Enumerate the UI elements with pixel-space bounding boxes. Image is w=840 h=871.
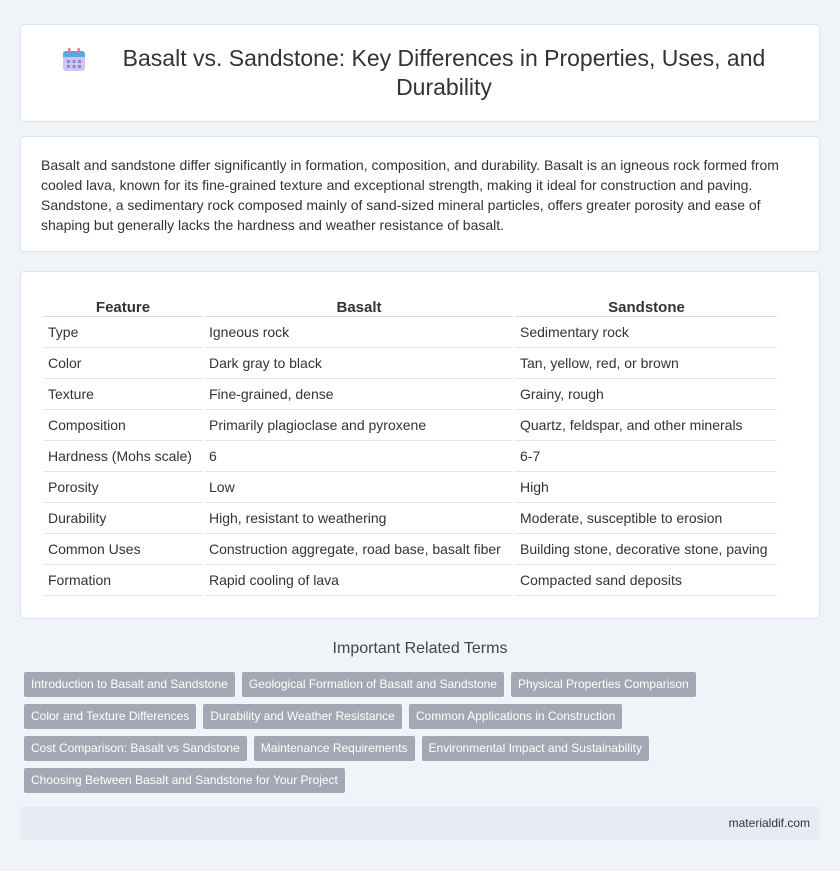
cell-feature: Color bbox=[44, 348, 202, 379]
related-term-link[interactable]: Color and Texture Differences bbox=[24, 704, 196, 729]
table-row bbox=[44, 472, 777, 503]
related-term-link[interactable]: Common Applications in Construction bbox=[409, 704, 622, 729]
related-term-link[interactable]: Environmental Impact and Sustainability bbox=[422, 736, 649, 761]
comparison-card bbox=[20, 271, 820, 619]
footer-site-link[interactable]: materialdif.com bbox=[728, 816, 810, 830]
cell-feature: Durability bbox=[44, 503, 202, 534]
cell-basalt: Primarily plagioclase and pyroxene bbox=[205, 410, 513, 441]
table-row bbox=[44, 348, 777, 379]
cell-sandstone: Tan, yellow, red, or brown bbox=[516, 348, 777, 379]
related-term-link[interactable]: Cost Comparison: Basalt vs Sandstone bbox=[24, 736, 247, 761]
related-term-link[interactable]: Geological Formation of Basalt and Sandstone bbox=[242, 672, 504, 697]
comparison-table bbox=[41, 296, 780, 596]
cell-sandstone: Compacted sand deposits bbox=[516, 565, 777, 596]
cell-feature: Hardness (Mohs scale) bbox=[44, 441, 202, 472]
cell-sandstone: Moderate, susceptible to erosion bbox=[516, 503, 777, 534]
table-row bbox=[44, 534, 777, 565]
cell-feature: Texture bbox=[44, 379, 202, 410]
cell-sandstone: Quartz, feldspar, and other minerals bbox=[516, 410, 777, 441]
cell-sandstone: Sedimentary rock bbox=[516, 317, 777, 348]
cell-sandstone: 6-7 bbox=[516, 441, 777, 472]
cell-basalt: High, resistant to weathering bbox=[205, 503, 513, 534]
cell-basalt: Rapid cooling of lava bbox=[205, 565, 513, 596]
cell-feature: Common Uses bbox=[44, 534, 202, 565]
cell-sandstone: Grainy, rough bbox=[516, 379, 777, 410]
cell-feature: Porosity bbox=[44, 472, 202, 503]
footer-bar bbox=[20, 807, 820, 840]
header-feature: Feature bbox=[44, 296, 202, 317]
page-title: Basalt vs. Sandstone: Key Differences in Properties, Uses, and Durability bbox=[122, 45, 766, 100]
intro-paragraph: Basalt and sandstone differ significantly in formation, composition, and durability. Basalt is an igneous rock formed from cooled lava, known for its fine-grained texture and exceptional strength, making it ideal for construction and paving. Sandstone, a sedimentary rock composed mainly of sand-sized mineral particles, offers greater porosity and ease of shaping but generally lacks the hardness and weather resistance of basalt. bbox=[41, 157, 779, 233]
related-term-link[interactable]: Maintenance Requirements bbox=[254, 736, 415, 761]
related-term-link[interactable]: Physical Properties Comparison bbox=[511, 672, 696, 697]
related-term-link[interactable]: Introduction to Basalt and Sandstone bbox=[24, 672, 235, 697]
cell-feature: Composition bbox=[44, 410, 202, 441]
cell-basalt: 6 bbox=[205, 441, 513, 472]
cell-basalt: Fine-grained, dense bbox=[205, 379, 513, 410]
intro-card bbox=[20, 136, 820, 252]
table-header-row bbox=[44, 296, 777, 317]
table-row bbox=[44, 565, 777, 596]
cell-basalt: Construction aggregate, road base, basalt fiber bbox=[205, 534, 513, 565]
related-term-link[interactable]: Durability and Weather Resistance bbox=[203, 704, 402, 729]
related-terms-title: Important Related Terms bbox=[332, 640, 508, 657]
related-terms-list bbox=[24, 672, 724, 800]
cell-basalt: Igneous rock bbox=[205, 317, 513, 348]
table-row bbox=[44, 317, 777, 348]
cell-sandstone: High bbox=[516, 472, 777, 503]
cell-basalt: Dark gray to black bbox=[205, 348, 513, 379]
table-row bbox=[44, 410, 777, 441]
header-card bbox=[20, 24, 820, 122]
table-row bbox=[44, 379, 777, 410]
table-row bbox=[44, 441, 777, 472]
related-term-link[interactable]: Choosing Between Basalt and Sandstone for Your Project bbox=[24, 768, 345, 793]
header-sandstone: Sandstone bbox=[516, 296, 777, 317]
cell-feature: Formation bbox=[44, 565, 202, 596]
calendar-icon bbox=[61, 47, 87, 73]
cell-feature: Type bbox=[44, 317, 202, 348]
table-row bbox=[44, 503, 777, 534]
cell-sandstone: Building stone, decorative stone, paving bbox=[516, 534, 777, 565]
header-basalt: Basalt bbox=[205, 296, 513, 317]
cell-basalt: Low bbox=[205, 472, 513, 503]
